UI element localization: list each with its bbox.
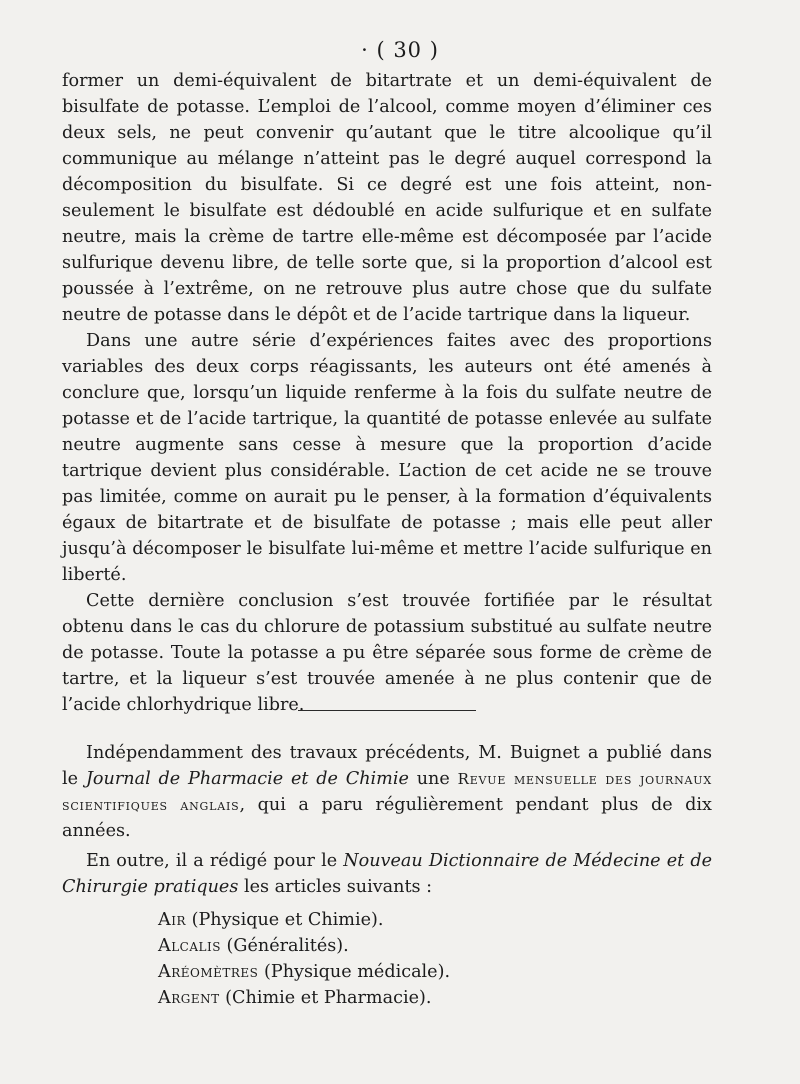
article-term: Air bbox=[158, 910, 186, 930]
paragraph-text: une bbox=[408, 769, 458, 789]
paragraph: Dans une autre série d’expériences faites avec des proportions variables des deux corps réagissants, les auteurs ont été amenés à conclure que, lorsqu’un liquide renferme à la fois du sulfate neutre de potasse et de l’acide tartrique, la quantité de potasse enlevée au sulfate neutre augmente sans cesse à mesure que la proportion d’acide tartrique devient plus considérable. L’action de cet acide ne se trouve pas limitée, comme on aurait pu le penser, à la formation d’équivalents égaux de bitartrate et de bisulfate de potasse ; mais elle peut aller jusqu’à décomposer le bisulfate lui-même et mettre l’acide sulfurique en liberté. bbox=[62, 331, 712, 585]
article-desc: (Physique et Chimie). bbox=[185, 910, 384, 930]
revue-title: Revue mensuelle des journaux scientifiques anglais bbox=[62, 770, 713, 814]
dictionary-title: Nouveau Dictionnaire de Médecine et de Chirurgie pratiques bbox=[62, 851, 712, 897]
article-term: Aréomètres bbox=[158, 962, 259, 982]
list-item bbox=[158, 933, 450, 959]
article-desc: (Physique médicale). bbox=[258, 962, 451, 982]
paragraph-text: Indépendamment des travaux précédents, M. Buignet a publié dans le bbox=[62, 743, 712, 789]
list-item bbox=[158, 959, 450, 985]
paragraph bbox=[62, 848, 712, 900]
paragraph-text: En outre, il a rédigé pour le bbox=[86, 851, 344, 871]
body-text bbox=[62, 68, 712, 718]
paragraph-text: , qui a paru régulièrement pendant plus de dix années. bbox=[62, 795, 712, 841]
paragraph: former un demi-équivalent de bitartrate et un demi-équivalent de bisulfate de potasse. L’emploi de l’alcool, comme moyen d’éliminer ces deux sels, ne peut convenir qu’autant que le titre alcoolique qu’il communique au mélange n’atteint pas le degré auquel correspond la décomposition du bisulfate. Si ce degré est une fois atteint, non-seulement le bisulfate est dédoublé en acide sulfurique et en sulfate neutre, mais la crème de tartre elle-même est décomposée par l’acide sulfurique devenu libre, de telle sorte que, si la proportion d’alcool est poussée à l’extrême, on ne retrouve plus autre chose que du sulfate neutre de potasse dans le dépôt et de l’acide tartrique dans la liqueur. bbox=[62, 71, 712, 325]
section-two bbox=[62, 740, 712, 900]
section-divider bbox=[298, 710, 476, 711]
article-term: Argent bbox=[158, 988, 220, 1008]
article-term: Alcalis bbox=[158, 936, 221, 956]
journal-title: Journal de Pharmacie et de Chimie bbox=[85, 769, 409, 789]
paragraph: Cette dernière conclusion s’est trouvée fortifiée par le résultat obtenu dans le cas du chlorure de potassium substitué au sulfate neutre de potasse. Toute la potasse a pu être séparée sous forme de crème de tartre, et la liqueur s’est trouvée amenée à ne plus contenir que de l’acide chlorhydrique libre. bbox=[62, 591, 712, 715]
article-desc: (Chimie et Pharmacie). bbox=[219, 988, 432, 1008]
article-desc: (Généralités). bbox=[220, 936, 349, 956]
articles-list bbox=[158, 907, 450, 1011]
list-item bbox=[158, 985, 450, 1011]
list-item bbox=[158, 907, 450, 933]
paragraph bbox=[62, 740, 712, 844]
page-number: · ( 30 ) bbox=[361, 38, 439, 62]
paragraph-text: les articles suivants : bbox=[238, 877, 433, 897]
